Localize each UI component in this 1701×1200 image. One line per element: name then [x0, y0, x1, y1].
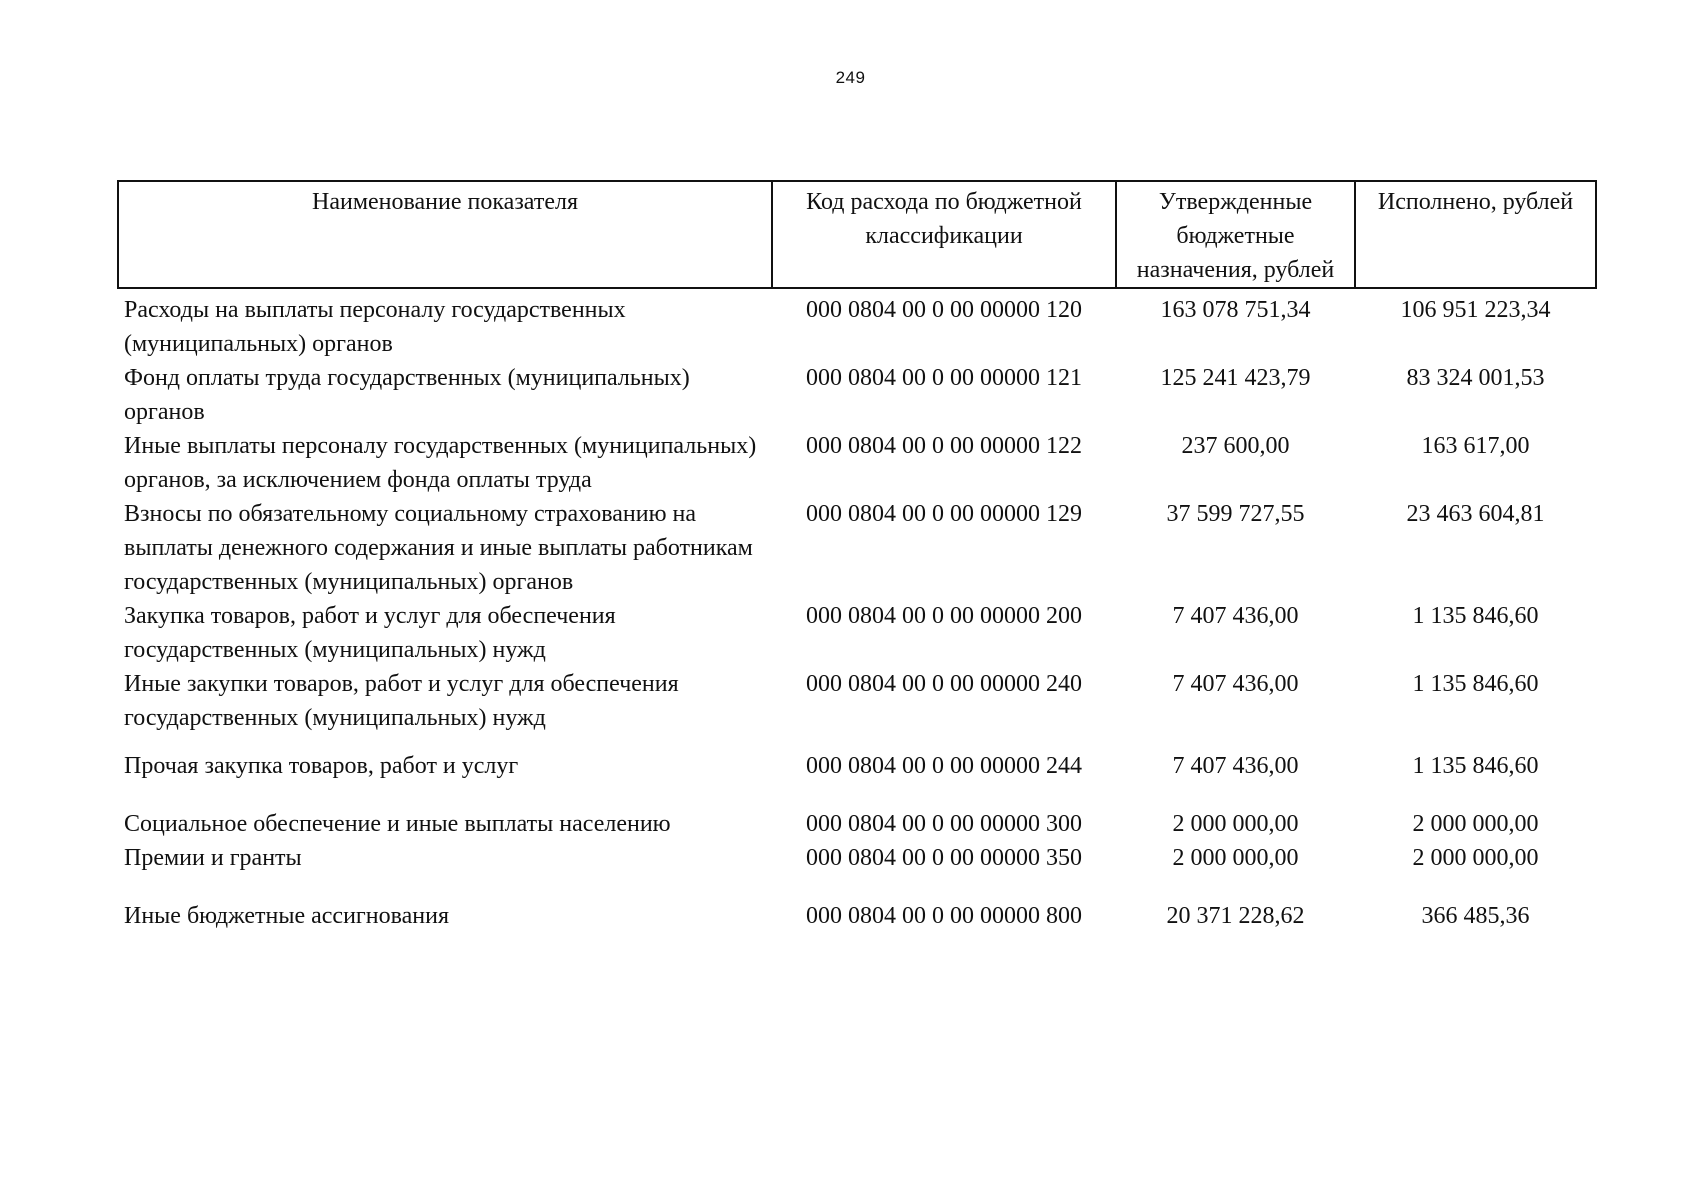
row-code: 000 0804 00 0 00 00000 121 — [806, 365, 1082, 391]
row-executed: 2 000 000,00 — [1412, 845, 1539, 871]
table-row — [118, 429, 1596, 497]
table-body — [118, 288, 1596, 933]
row-code: 000 0804 00 0 00 00000 300 — [806, 811, 1082, 837]
budget-execution-table — [117, 180, 1597, 933]
row-name: Иные бюджетные ассигнования — [124, 903, 449, 929]
table-row — [118, 735, 1596, 783]
row-approved: 7 407 436,00 — [1172, 753, 1299, 779]
header-code: Код расхода по бюджетной классификации — [772, 181, 1116, 288]
row-name: Иные выплаты персоналу государственных (муниципальных) органов, за исключением фонда оплаты труда — [124, 433, 757, 493]
row-code: 000 0804 00 0 00 00000 800 — [806, 903, 1082, 929]
table-row — [118, 288, 1596, 361]
row-name: Расходы на выплаты персоналу государственных (муниципальных) органов — [124, 297, 626, 357]
table-row — [118, 599, 1596, 667]
row-code: 000 0804 00 0 00 00000 120 — [806, 297, 1082, 323]
row-name: Закупка товаров, работ и услуг для обеспечения государственных (муниципальных) нужд — [124, 603, 616, 663]
header-name: Наименование показателя — [118, 181, 772, 288]
row-code: 000 0804 00 0 00 00000 350 — [806, 845, 1082, 871]
header-row — [118, 181, 1596, 288]
table-row — [118, 361, 1596, 429]
row-code: 000 0804 00 0 00 00000 200 — [806, 603, 1082, 629]
row-executed: 1 135 846,60 — [1412, 753, 1539, 779]
row-approved: 237 600,00 — [1181, 433, 1290, 459]
table-row — [118, 875, 1596, 933]
row-executed: 1 135 846,60 — [1412, 671, 1539, 697]
table-header — [118, 181, 1596, 288]
table-row — [118, 667, 1596, 735]
row-approved: 20 371 228,62 — [1166, 903, 1305, 929]
row-name: Фонд оплаты труда государственных (муниципальных) органов — [124, 365, 690, 425]
row-name: Иные закупки товаров, работ и услуг для обеспечения государственных (муниципальных) нужд — [124, 671, 679, 731]
row-executed: 106 951 223,34 — [1400, 297, 1551, 323]
row-name: Социальное обеспечение и иные выплаты населению — [124, 811, 671, 837]
row-approved: 7 407 436,00 — [1172, 671, 1299, 697]
table-row — [118, 783, 1596, 841]
row-approved: 7 407 436,00 — [1172, 603, 1299, 629]
page-number: 249 — [835, 68, 866, 87]
row-executed: 83 324 001,53 — [1406, 365, 1545, 391]
row-name: Взносы по обязательному социальному страхованию на выплаты денежного содержания и иные выплаты работникам государственных (муниципальных) органов — [124, 501, 753, 595]
row-name: Премии и гранты — [124, 845, 302, 871]
row-executed: 366 485,36 — [1421, 903, 1530, 929]
header-approved: Утвержденные бюджетные назначения, рублей — [1116, 181, 1355, 288]
row-approved: 125 241 423,79 — [1160, 365, 1311, 391]
row-approved: 37 599 727,55 — [1166, 501, 1305, 527]
row-executed: 23 463 604,81 — [1406, 501, 1545, 527]
row-code: 000 0804 00 0 00 00000 129 — [806, 501, 1082, 527]
row-approved: 163 078 751,34 — [1160, 297, 1311, 323]
row-executed: 2 000 000,00 — [1412, 811, 1539, 837]
row-executed: 163 617,00 — [1421, 433, 1530, 459]
table-row — [118, 497, 1596, 599]
header-executed: Исполнено, рублей — [1355, 181, 1596, 288]
row-approved: 2 000 000,00 — [1172, 811, 1299, 837]
row-code: 000 0804 00 0 00 00000 240 — [806, 671, 1082, 697]
table-row — [118, 841, 1596, 875]
row-name: Прочая закупка товаров, работ и услуг — [124, 753, 519, 779]
row-executed: 1 135 846,60 — [1412, 603, 1539, 629]
row-code: 000 0804 00 0 00 00000 244 — [806, 753, 1082, 779]
row-approved: 2 000 000,00 — [1172, 845, 1299, 871]
row-code: 000 0804 00 0 00 00000 122 — [806, 433, 1082, 459]
